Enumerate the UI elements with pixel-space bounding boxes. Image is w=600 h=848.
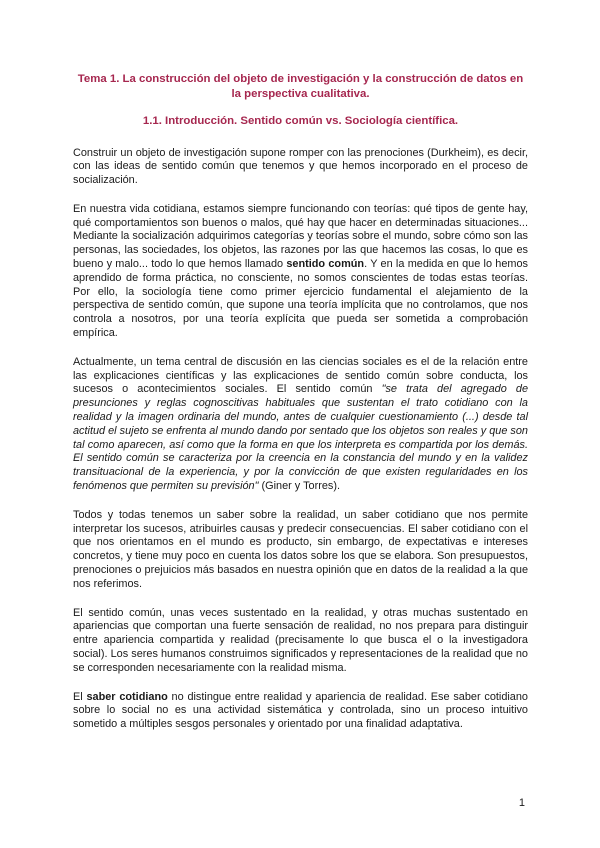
paragraph-2-text-a: En nuestra vida cotidiana, estamos siempre funcionando con teorías: qué tipos de gente hay, qué comportamientos son buenos o malos, qué hay que hacer en determinadas situaciones... Mediante la socialización adquirimos categorías y teorías sobre el mundo, sobre cómo son las personas, las sociedades, los objetos, las razones por las que hacemos las cosas, lo que es bueno y malo... todo lo que hemos llamado xyxy=(73,202,528,271)
paragraph-3-citation: (Giner y Torres). xyxy=(258,480,340,493)
paragraph-1: Construir un objeto de investigación supone romper con las prenociones (Durkheim), es decir, con las ideas de sentido común que tenemos y que hemos incorporado en el proceso de socialización. xyxy=(73,146,528,187)
paragraph-3-quote: "se trata del agregado de presunciones y reglas cognoscitivas habituales que sustentan el trato cotidiano con la realidad y la imagen ordinaria del mundo, antes de cualquier cuestionamiento (...) desde tal actitud el sujeto se enfrenta al mundo dando por sentado que los objetos son reales y que son tal como aparecen, así como que la forma en que los interpreta es compartida por los demás. El sentido común se caracteriza por la creencia en la constancia del mundo y en la validez transituacional de la experiencia, y por la convicción de que existen regularidades en los fenómenos que permiten su previsión" xyxy=(73,383,529,493)
paragraph-5: El sentido común, unas veces sustentado en la realidad, y otras muchas sustentado en apariencias que comportan una fuerte sensación de realidad, no nos prepara para distinguir entre apariencia compartida y realidad (precisamente lo que busca el o la investigadora social). Los seres humanos construimos significados y representaciones de la realidad que no se corresponden necesariamente con la realidad misma. xyxy=(73,606,528,674)
paragraph-2-text-b: . Y en la medida en que lo hemos aprendido de forma práctica, no consciente, no somos conscientes de todas estas teorías. Por ello, la sociología tiene como primer ejercicio fundamental el alejamiento de la perspectiva de sentido común, que supone una teoría implícita que no controlamos, que nos controla a nosotros, por una teoría explícita que pueda ser sometida a comprobación empírica. xyxy=(73,258,528,340)
document-page xyxy=(73,72,528,732)
paragraph-6-text-b: no distingue entre realidad y apariencia de realidad. Ese saber cotidiano sobre lo social no es una actividad sistemática y controlada, sino un proceso intuitivo sometido a múltiples sesgos personales y orientado por una finalidad adaptativa. xyxy=(73,690,528,731)
section-heading: 1.1. Introducción. Sentido común vs. Sociología científica. xyxy=(142,115,459,127)
paragraph-2 xyxy=(73,203,528,341)
paragraph-4: Todos y todas tenemos un saber sobre la realidad, un saber cotidiano que nos permite interpretar los sucesos, atribuirles causas y predecir consecuencias. El saber cotidiano con el que nos orientamos en el mundo es producto, sin embargo, de expectativas e intereses concretos, y tiene muy poco en cuenta los datos sobre los que se elabora. Son presupuestos, prenociones o prejuicios más basados en nuestra opinión que en datos de la realidad a la que nos referimos. xyxy=(73,508,528,590)
paragraph-3 xyxy=(73,356,528,494)
paragraph-3-text-a: Actualmente, un tema central de discusión en las ciencias sociales es el de la relación entre las explicaciones científicas y las explicaciones de sentido común sobre conducta, los sucesos o acontecimientos sociales. El sentido común xyxy=(73,355,528,396)
paragraph-6 xyxy=(73,691,528,732)
document-title: Tema 1. La construcción del objeto de investigación y la construcción de datos en la perspectiva cualitativa. xyxy=(77,73,524,100)
paragraph-6-text-a: El xyxy=(73,690,87,703)
paragraph-6-bold-term: saber cotidiano xyxy=(86,690,168,703)
paragraph-2-bold-term: sentido común xyxy=(286,258,365,271)
page-number: 1 xyxy=(518,797,525,809)
